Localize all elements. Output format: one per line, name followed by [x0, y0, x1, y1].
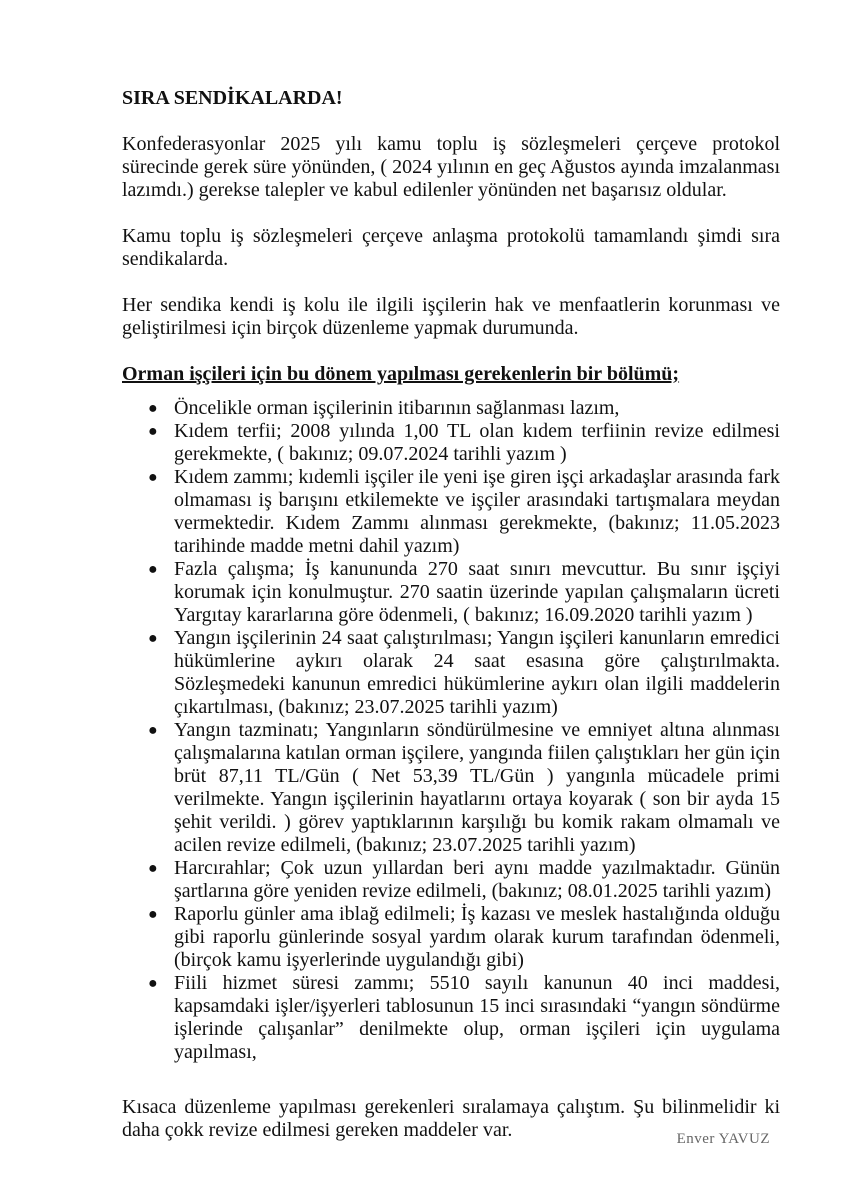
bullet-icon: ●	[148, 906, 158, 923]
list-item	[148, 719, 780, 857]
bullet-icon: ●	[148, 469, 158, 486]
list-item	[148, 558, 780, 627]
bullet-list	[122, 397, 780, 1064]
bullet-icon: ●	[148, 722, 158, 739]
list-item	[148, 972, 780, 1064]
closing-paragraph: Kısaca düzenleme yapılması gerekenleri sıralamaya çalıştım. Şu bilinmelidir ki daha çokk revize edilmesi gereken maddeler var.	[122, 1096, 780, 1141]
list-item-text: Harcırahlar; Çok uzun yıllardan beri aynı madde yazılmaktadır. Günün şartlarına göre yeniden revize edilmeli, (bakınız; 08.01.2025 tarihli yazım)	[174, 857, 780, 902]
list-item-text: Yangın tazminatı; Yangınların söndürülmesine ve emniyet altına alınması çalışmalarına katılan orman işçilere, yangında fiilen çalıştıkları her gün için brüt 87,11 TL/Gün ( Net 53,39 TL/Gün ) yangınla mücadele primi verilmekte. Yangın işçilerinin hayatlarını ortaya koyarak ( son bir ayda 15 şehit verildi. ) görev yaptıklarının karşılığı bu komik rakam olmamalı ve acilen revize edilmeli, (bakınız; 23.07.2025 tarihli yazım)	[174, 719, 780, 856]
bullet-icon: ●	[148, 630, 158, 647]
paragraph: Her sendika kendi iş kolu ile ilgili işçilerin hak ve menfaatlerin korunması ve geliştirilmesi için birçok düzenleme yapmak durumunda.	[122, 294, 780, 339]
list-item-text: Fazla çalışma; İş kanununda 270 saat sınırı mevcuttur. Bu sınır işçiyi korumak için konulmuştur. 270 saatin üzerinde yapılan çalışmaların ücreti Yargıtay kararlarına göre ödenmeli, ( bakınız; 16.09.2020 tarihli yazım )	[174, 558, 780, 626]
paragraph: Konfederasyonlar 2025 yılı kamu toplu iş sözleşmeleri çerçeve protokol sürecinde gerek süre yönünden, ( 2024 yılının en geç Ağustos ayında imzalanması lazımdı.) gerekse talepler ve kabul edilenler yönünden net başarısız oldular.	[122, 133, 780, 201]
list-item-text: Fiili hizmet süresi zammı; 5510 sayılı kanunun 40 inci maddesi, kapsamdaki işler/işyerleri tablosunun 15 inci sırasındaki “yangın söndürme işlerinde çalışanlar” denilmekte olup, orman işçileri için uygulama yapılması,	[174, 972, 780, 1063]
list-item-text: Kıdem terfii; 2008 yılında 1,00 TL olan kıdem terfiinin revize edilmesi gerekmekte, ( bakınız; 09.07.2024 tarihli yazım )	[174, 420, 780, 465]
list-item	[148, 420, 780, 466]
bullet-icon: ●	[148, 860, 158, 877]
list-item-text: Raporlu günler ama iblağ edilmeli; İş kazası ve meslek hastalığında olduğu gibi raporlu günlerinde sosyal yardım olarak kurum tarafından ödenmeli, (birçok kamu işyerlerinde uygulandığı gibi)	[174, 903, 780, 971]
list-item	[148, 466, 780, 558]
bullet-icon: ●	[148, 561, 158, 578]
paragraph: Kamu toplu iş sözleşmeleri çerçeve anlaşma protokolü tamamlandı şimdi sıra sendikalarda.	[122, 225, 780, 270]
list-item-text: Kıdem zammı; kıdemli işçiler ile yeni işe giren işçi arkadaşlar arasında fark olmaması iş barışını etkilemekte ve işçiler arasındaki tartışmalara meydan vermektedir. Kıdem Zammı alınması gerekmekte, (bakınız; 11.05.2023 tarihinde madde metni dahil yazım)	[174, 466, 780, 557]
document-title: SIRA SENDİKALARDA!	[122, 87, 343, 109]
list-item-text: Yangın işçilerinin 24 saat çalıştırılması; Yangın işçileri kanunların emredici hükümlerine aykırı olarak 24 saat esasına göre çalıştırılmakta. Sözleşmedeki kanunun emredici hükümlerine aykırı olan ilgili maddelerin çıkartılması, (bakınız; 23.07.2025 tarihli yazım)	[174, 627, 780, 718]
bullet-icon: ●	[148, 423, 158, 440]
list-item-text: Öncelikle orman işçilerinin itibarının sağlanması lazım,	[174, 397, 620, 419]
bullet-icon: ●	[148, 975, 158, 992]
list-item	[148, 397, 780, 420]
bullet-icon: ●	[148, 400, 158, 417]
list-item	[148, 627, 780, 719]
list-item	[148, 857, 780, 903]
author-signature: Enver YAVUZ	[676, 1131, 770, 1147]
list-item	[148, 903, 780, 972]
document-page	[122, 87, 780, 1165]
list-heading: Orman işçileri için bu dönem yapılması gerekenlerin bir bölümü;	[122, 363, 680, 385]
